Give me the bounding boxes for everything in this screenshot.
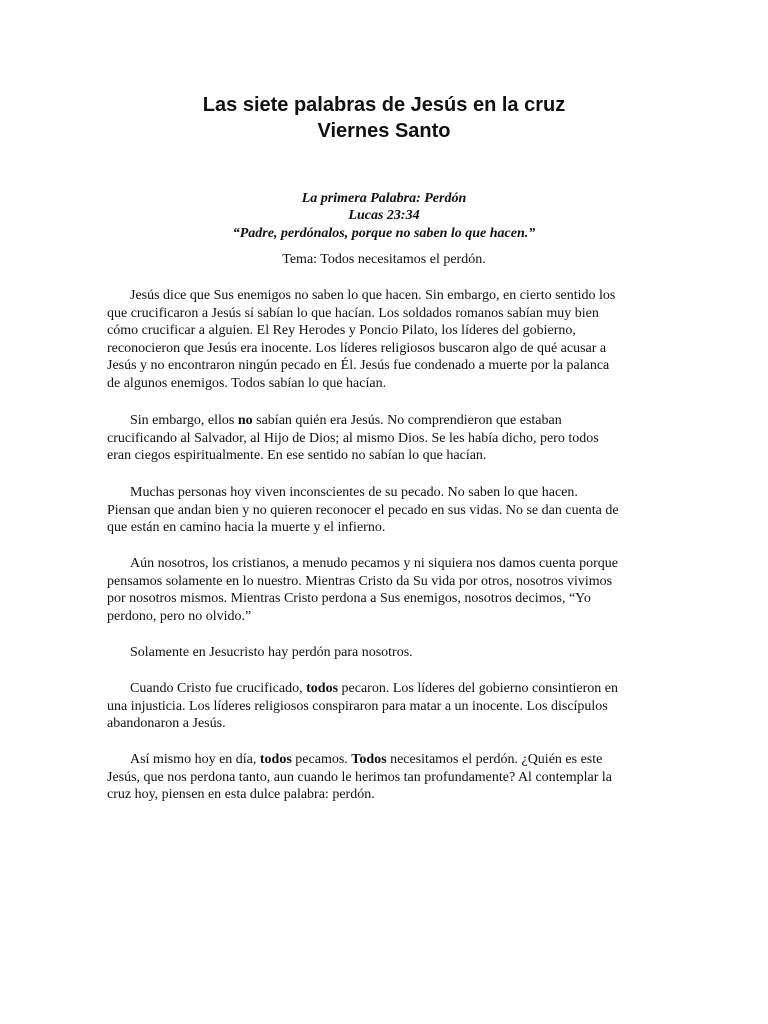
theme-line: Tema: Todos necesitamos el perdón. — [282, 252, 486, 267]
text-line: Jesús, que nos perdona tanto, aun cuando le herimos tan profundamente? Al contemplar la — [107, 769, 613, 785]
emphasis-text: todos — [306, 681, 339, 696]
text-line: Aún nosotros, los cristianos, a menudo pecamos y ni siquiera nos damos cuenta porque — [130, 556, 618, 571]
text-line: una injusticia. Los líderes religiosos conspiraron para matar a un inocente. Los discípulos — [107, 698, 608, 714]
text-line: pensamos solamente en lo nuestro. Mientras Cristo da Su vida por otros, nosotros vivimos — [107, 573, 613, 589]
text-line: Solamente en Jesucristo hay perdón para nosotros. — [130, 645, 413, 660]
paragraph-3 — [107, 484, 663, 537]
text-run: Cuando Cristo fue crucificado, — [130, 681, 307, 696]
text-line: Piensan que andan bien y no quieren reconocer el pecado en sus vidas. No se dan cuenta de — [107, 502, 619, 518]
word-heading: La primera Palabra: Perdón — [301, 191, 467, 206]
text-line: abandonaron a Jesús. — [107, 716, 226, 731]
paragraph-1 — [107, 287, 663, 392]
text-line: que crucificaron a Jesús sí sabían lo que hacían. Los soldados romanos sabían muy bien — [107, 305, 599, 321]
text-line: crucificando al Salvador, al Hijo de Dios; al mismo Dios. Se les había dicho, pero todos — [107, 430, 599, 446]
paragraph-2 — [107, 412, 663, 465]
text-line: de algunos enemigos. Todos sabían lo que hacían. — [107, 375, 387, 391]
text-line: por nosotros mismos. Mientras Cristo perdona a Sus enemigos, nosotros decimos, “Yo — [107, 591, 591, 606]
emphasis-text: no — [237, 413, 253, 428]
text-run: pecaron. Los líderes del gobierno consintieron en — [338, 681, 618, 696]
text-line: cruz hoy, piensen en esta dulce palabra: perdón. — [107, 787, 375, 802]
paragraph-6 — [107, 680, 663, 733]
text-run: pecamos. — [291, 752, 352, 767]
text-line: Jesús y no encontraron ningún pecado en Él. Jesús fue condenado a muerte por la palanca — [107, 358, 610, 373]
paragraph-7 — [107, 751, 663, 804]
scripture-quote: “Padre, perdónalos, porque no saben lo que hacen.” — [232, 226, 536, 241]
text-line — [107, 751, 663, 769]
text-line: eran ciegos espiritualmente. En ese sentido no sabían lo que hacían. — [107, 448, 487, 463]
text-line: reconocieron que Jesús era inocente. Los líderes religiosos buscaron algo de qué acusar a — [107, 340, 607, 356]
document-subtitle: Viernes Santo — [317, 120, 451, 142]
scripture-reference: Lucas 23:34 — [348, 208, 420, 223]
paragraph-5 — [107, 644, 663, 662]
text-line — [107, 680, 663, 698]
text-line: Muchas personas hoy viven inconscientes de su pecado. No saben lo que hacen. — [130, 485, 578, 500]
paragraph-4 — [107, 555, 663, 625]
text-run: Así mismo hoy en día, — [130, 752, 260, 767]
text-line: perdono, pero no olvido.” — [107, 608, 252, 624]
text-run: necesitamos el perdón. ¿Quién es este — [386, 752, 603, 767]
text-line — [107, 412, 663, 430]
text-line: que están en camino hacia la muerte y el infierno. — [107, 520, 386, 535]
emphasis-text: Todos — [351, 752, 387, 767]
document-title: Las siete palabras de Jesús en la cruz — [202, 94, 566, 116]
text-run: sabían quién era Jesús. No comprendieron que estaban — [252, 413, 562, 428]
emphasis-text: todos — [259, 752, 292, 767]
text-line: Jesús dice que Sus enemigos no saben lo que hacen. Sin embargo, en cierto sentido los — [130, 288, 616, 303]
text-line: cómo crucificar a alguien. El Rey Herodes y Poncio Pilato, los líderes del gobierno, — [107, 323, 576, 338]
text-run: Sin embargo, ellos — [130, 413, 238, 428]
